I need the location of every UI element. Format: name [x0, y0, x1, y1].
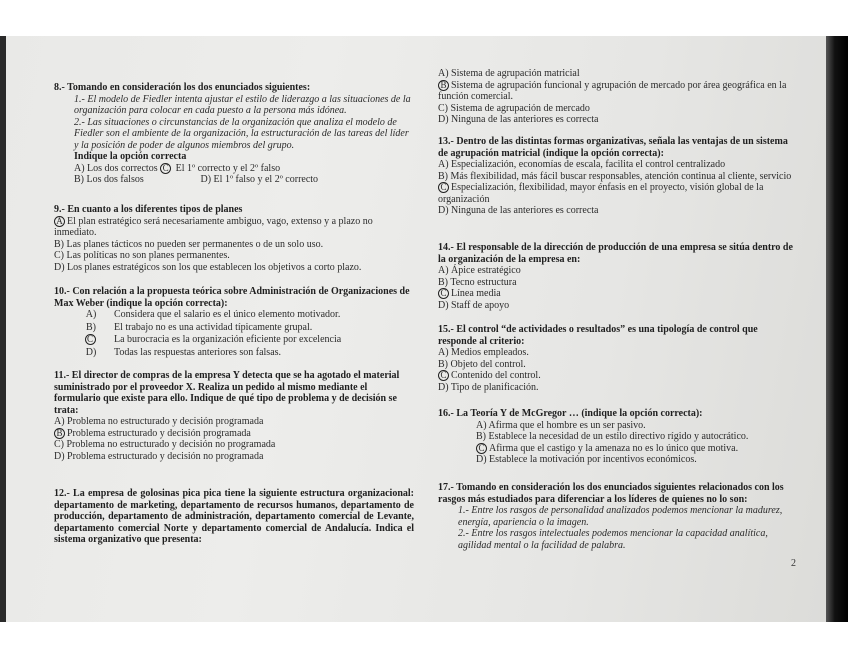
question-13-option-c-text: Especialización, flexibilidad, mayor énfasis en el proyecto, visión global de la organización	[438, 182, 764, 205]
question-8-option-c: El 1º correcto y el 2º falso	[175, 162, 281, 174]
question-14-option-c	[438, 288, 793, 300]
question-15-option-a: A) Medios empleados.	[438, 347, 529, 358]
question-8	[54, 82, 414, 186]
question-15-option-c-text: Contenido del control.	[451, 370, 541, 381]
question-17-title: 17.- Tomando en consideración los dos enunciados siguientes relacionados con los rasgos más estudiados para diferenciar a los líderes de quienes no lo son:	[438, 482, 784, 505]
question-14-option-c-text: Línea media	[451, 288, 501, 299]
question-8-option-d: D) El 1º falso y el 2º correcto	[200, 174, 319, 185]
question-10	[54, 286, 414, 359]
bottom-background	[0, 622, 848, 655]
option-text: La burocracia es la organización eficiente por excelencia	[114, 334, 342, 345]
answer-circle-mark: C	[160, 163, 171, 174]
option-key: A)	[85, 309, 97, 320]
question-13-title: 13.- Dentro de las distintas formas organizativas, señala las ventajas de un sistema de agrupación matricial (indique la opción correcta):	[438, 136, 788, 159]
question-8-options-row-2	[54, 174, 414, 186]
question-14-title: 14.- El responsable de la dirección de producción de una empresa se sitúa dentro de la organización de la empresa en:	[438, 242, 793, 265]
answer-circle-mark: B	[438, 80, 449, 91]
question-11	[54, 370, 414, 462]
question-16	[438, 408, 793, 466]
answer-circle-mark: A	[54, 216, 65, 227]
question-15-option-c	[438, 370, 793, 382]
question-13-option-c	[438, 182, 793, 205]
question-16-option-c	[438, 443, 793, 455]
question-12	[54, 488, 414, 546]
question-16-option-c-text: Afirma que el castigo y la amenaza no es lo único que motiva.	[489, 442, 739, 454]
question-16-option-b: B) Establece la necesidad de un estilo directivo rígido y autocrático.	[476, 431, 749, 442]
answer-circle-mark: C	[438, 182, 449, 193]
question-16-title: 16.- La Teoría Y de McGregor … (indique la opción correcta):	[438, 408, 703, 419]
question-9-option-c: C) Las políticas no son planes permanentes.	[54, 250, 230, 261]
question-11-title: 11.- El director de compras de la empresa Y detecta que se ha agotado el material suministrado por el proveedor X. Realiza un pedido al mismo mediante el formulario que existe para ello. Indique de qué tipo de problema y de decisión se trata:	[54, 370, 400, 416]
question-15-option-b: B) Objeto del control.	[438, 358, 526, 370]
question-11-option-c: C) Problema no estructurado y decisión no programada	[54, 439, 276, 450]
question-13-option-b: B) Más flexibilidad, más fácil buscar responsables, atención continua al cliente, servicio	[438, 170, 792, 182]
question-16-option-a: A) Afirma que el hombre es un ser pasivo.	[476, 419, 646, 431]
answer-circle-mark: C	[476, 443, 487, 454]
question-11-option-b	[54, 428, 414, 440]
question-12-option-d: D) Ninguna de las anteriores es correcta	[438, 114, 599, 125]
question-14-option-d: D) Staff de apoyo	[438, 299, 510, 311]
question-9-option-b: B) Las planes tácticos no pueden ser permanentes o de un solo uso.	[54, 238, 324, 250]
question-13	[438, 136, 793, 217]
question-10-options	[68, 309, 341, 359]
question-8-option-b: B) Los dos falsos	[74, 174, 144, 185]
question-14-option-a: A) Ápice estratégico	[438, 265, 521, 276]
answer-circle-mark: C	[438, 370, 449, 381]
answer-circle-mark: C	[438, 288, 449, 299]
answer-circle-mark: B	[54, 428, 65, 439]
question-9-option-d: D) Los planes estratégicos son los que establecen los objetivos a corto plazo.	[54, 261, 362, 273]
question-17-statement-2: 2.- Entre los rasgos intelectuales podemos mencionar la capacidad analítica, agilidad mental o la facilidad de palabra.	[458, 528, 768, 551]
top-background	[0, 0, 848, 36]
question-17	[438, 482, 793, 551]
question-12-option-c: C) Sistema de agrupación de mercado	[438, 102, 590, 114]
right-edge-shadow	[826, 36, 848, 622]
question-8-statement-2: 2.- Las situaciones o circunstancias de la organización que analiza el modelo de Fiedler son el ambiente de la organización, la estructuración de las tareas del líder y la posición de poder de algunos miembros del grupo.	[74, 116, 409, 151]
option-text: Todas las respuestas anteriores son falsas.	[114, 346, 282, 358]
page-number: 2	[791, 558, 796, 569]
question-8-option-a: A) Los dos correctos	[74, 162, 158, 174]
question-9-option-a-text: El plan estratégico será necesariamente ambiguo, vago, extenso y a plazo no inmediato.	[54, 215, 373, 238]
question-13-option-d: D) Ninguna de las anteriores es correcta	[438, 205, 599, 216]
question-9-title: 9.- En cuanto a los diferentes tipos de planes	[54, 204, 243, 215]
question-8-instruction: Indique la opción correcta	[74, 151, 187, 162]
question-14	[438, 242, 793, 311]
question-11-option-a: A) Problema no estructurado y decisión programada	[54, 416, 264, 427]
question-14-option-b: B) Tecno estructura	[438, 276, 517, 288]
exam-page	[6, 36, 826, 622]
answer-circle-mark: C	[85, 334, 96, 345]
question-10-title: 10.- Con relación a la propuesta teórica sobre Administración de Organizaciones de Max Weber (indique la opción correcta):	[54, 286, 410, 309]
question-8-title: 8.- Tomando en consideración los dos enunciados siguientes:	[54, 82, 311, 93]
option-key: B)	[86, 321, 96, 333]
question-10-option-d	[68, 347, 341, 360]
option-text: El trabajo no es una actividad típicamente grupal.	[114, 321, 313, 333]
option-key: D)	[85, 346, 97, 358]
question-16-option-d: D) Establece la motivación por incentivos económicos.	[476, 454, 697, 465]
question-13-option-a: A) Especialización, economías de escala, facilita el control centralizado	[438, 159, 726, 170]
question-9-option-a	[54, 216, 414, 239]
question-15-option-d: D) Tipo de planificación.	[438, 381, 539, 393]
question-12-option-b-text: Sistema de agrupación funcional y agrupación de mercado por área geográfica en la función comercial.	[438, 79, 787, 102]
question-12-options	[438, 68, 793, 126]
question-17-statement-1: 1.- Entre los rasgos de personalidad analizados podemos mencionar la madurez, energía, apariencia o la imagen.	[458, 505, 783, 528]
question-8-options-row-1	[54, 163, 414, 175]
question-9	[54, 204, 414, 273]
question-12-option-b	[438, 80, 793, 103]
question-12-option-a: A) Sistema de agrupación matricial	[438, 68, 580, 79]
question-10-option-a	[68, 309, 341, 322]
question-12-title: 12.- La empresa de golosinas pica pica tiene la siguiente estructura organizacional: departamento de marketing, departamento de recursos humanos, departamento de producción, departamento de administración, departamento comercial de Levante, departamento comercial Norte y departamento comercial de Andalucía. Indica el sistema organizativo que presenta:	[54, 488, 414, 545]
question-10-option-b	[68, 322, 341, 335]
question-10-option-c	[68, 334, 341, 347]
question-11-option-d: D) Problema estructurado y decisión no programada	[54, 450, 264, 462]
question-8-statement-1: 1.- El modelo de Fiedler intenta ajustar el estilo de liderazgo a las situaciones de la organización para colocar en cada puesto a la persona más idónea.	[74, 93, 411, 116]
question-11-option-b-text: Problema estructurado y decisión programada	[67, 427, 251, 439]
question-15	[438, 324, 793, 393]
option-text: Considera que el salario es el único elemento motivador.	[114, 309, 341, 320]
question-15-title: 15.- El control “de actividades o resultados” es una tipología de control que responde al criterio:	[438, 324, 758, 347]
